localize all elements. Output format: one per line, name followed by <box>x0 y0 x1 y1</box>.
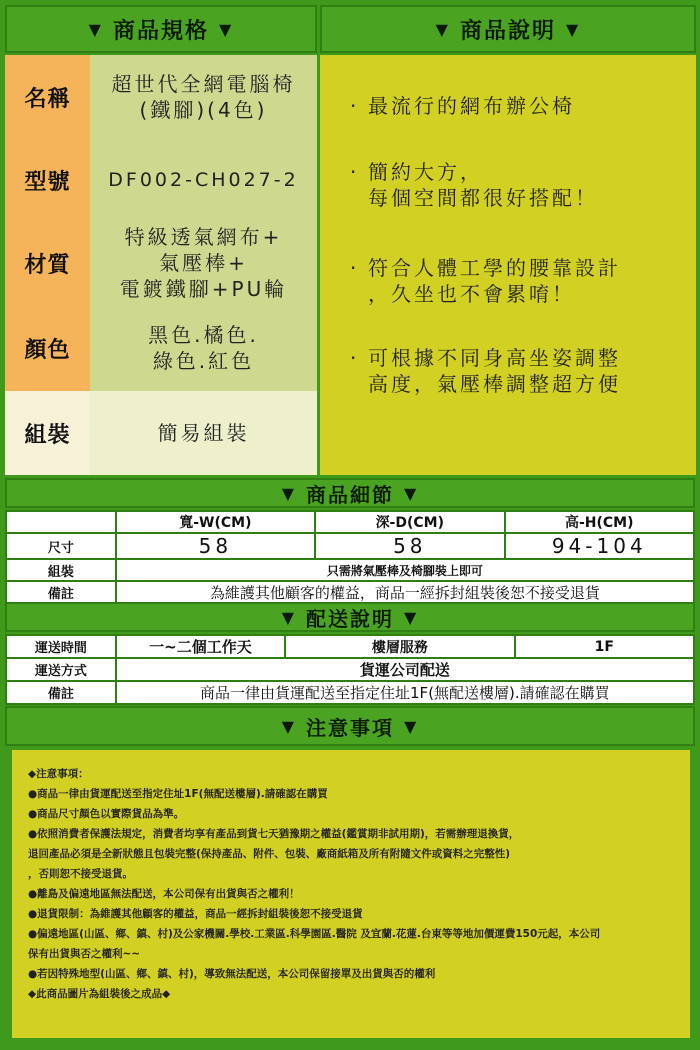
floor-service-label: 樓層服務 <box>285 635 514 658</box>
spec-line: 黑色.橘色. <box>148 323 259 347</box>
bullet-icon: · <box>350 346 360 370</box>
desc-header-title: 商品說明 <box>459 18 556 44</box>
triangle-down-icon: ▼ <box>281 607 296 627</box>
spec-line: 綠色.紅色 <box>152 349 255 373</box>
ship-remark-value: 商品一律由貨運配送至指定住址1F(無配送樓層).請確認在購買 <box>116 681 694 704</box>
spec-value <box>90 221 317 305</box>
table-row <box>6 533 694 559</box>
spec-line: DF002-CH027-2 <box>108 169 299 191</box>
spec-line: 簡易組裝 <box>157 421 250 445</box>
spec-label: 顏色 <box>5 305 90 391</box>
triangle-down-icon: ▼ <box>88 19 103 39</box>
shipping-header <box>5 602 695 632</box>
bullet-icon: · <box>350 256 360 280</box>
notice-line: ●商品尺寸顏色以實際貨品為準。 <box>28 808 185 820</box>
desc-line: 高度，氣壓棒調整超方便 <box>368 372 621 396</box>
spec-line: 氣壓棒+ <box>159 251 248 275</box>
floor-service-value: 1F <box>515 635 695 658</box>
detail-table <box>5 510 695 605</box>
spec-row-assembly <box>5 391 317 475</box>
triangle-down-icon: ▼ <box>404 607 419 627</box>
ship-method-label: 運送方式 <box>6 658 116 681</box>
triangle-down-icon: ▼ <box>566 19 581 39</box>
notice-line: ●偏遠地區(山區、鄉、鎮、村)及公家機關.學校.工業區.科學園區.醫院 及宜蘭.花蓮.台東等等地加價運費150元起，本公司 <box>28 928 601 940</box>
notice-line: ●退貨限制：為維護其他顧客的權益，商品一經拆封組裝後恕不接受退貨 <box>28 908 363 920</box>
desc-line: 最流行的網布辦公椅 <box>368 94 575 118</box>
notice-line: ，否則恕不接受退貨。 <box>28 868 133 880</box>
desc-line: ，久坐也不會累唷！ <box>368 282 575 306</box>
notice-panel <box>12 750 690 1038</box>
detail-header-title: 商品細節 <box>306 482 394 507</box>
triangle-down-icon: ▼ <box>404 716 419 736</box>
desc-line: 可根據不同身高坐姿調整 <box>368 346 621 370</box>
ship-time-value: 一~二個工作天 <box>116 635 286 658</box>
spec-row-model <box>5 139 317 221</box>
remark-label: 備註 <box>6 581 116 604</box>
spec-table <box>5 55 317 475</box>
ship-time-label: 運送時間 <box>6 635 116 658</box>
ship-remark-label: 備註 <box>6 681 116 704</box>
spec-line: 電鍍鐵腳+PU輪 <box>119 277 288 301</box>
spec-value <box>90 391 317 475</box>
table-row <box>6 511 694 533</box>
bullet-icon: · <box>350 94 360 118</box>
notice-line: 退回產品必須是全新狀態且包裝完整(保持產品、附件、包裝、廠商紙箱及所有附隨文件或資料之完整性) <box>28 848 511 860</box>
depth-value: 58 <box>315 533 504 559</box>
notice-line: ●依照消費者保護法規定，消費者均享有產品到貨七天猶豫期之權益(鑑賞期非試用期)，若需辦理退換貨， <box>28 828 520 840</box>
description-panel <box>320 55 696 475</box>
size-label: 尺寸 <box>6 533 116 559</box>
detail-header <box>5 478 695 508</box>
spec-row-material <box>5 221 317 305</box>
notice-line: ●離島及偏遠地區無法配送，本公司保有出貨與否之權利！ <box>28 888 300 900</box>
table-row <box>6 635 694 658</box>
triangle-down-icon: ▼ <box>404 483 419 503</box>
remark-value: 為維護其他顧客的權益，商品一經拆封組裝後恕不接受退貨 <box>116 581 694 604</box>
ship-method-value: 貨運公司配送 <box>116 658 694 681</box>
col-width-header: 寬-W(CM) <box>116 511 315 533</box>
spec-label: 材質 <box>5 221 90 305</box>
desc-item <box>350 345 690 397</box>
notice-line: ●商品一律由貨運配送至指定住址1F(無配送樓層).請確認在購買 <box>28 788 328 800</box>
table-row <box>6 581 694 604</box>
desc-item <box>350 159 690 211</box>
notice-line: ●若因特殊地型(山區、鄉、鎮、村)，導致無法配送，本公司保留接單及出貨與否的權利 <box>28 968 436 980</box>
desc-line: 簡約大方， <box>368 160 483 184</box>
desc-header <box>320 5 696 53</box>
spec-value <box>90 305 317 391</box>
assembly-value: 只需將氣壓棒及椅腳裝上即可 <box>116 559 694 581</box>
table-row <box>6 681 694 704</box>
shipping-header-title: 配送說明 <box>306 606 394 631</box>
triangle-down-icon: ▼ <box>281 483 296 503</box>
triangle-down-icon: ▼ <box>281 716 296 736</box>
spec-label: 組裝 <box>5 391 90 475</box>
col-depth-header: 深-D(CM) <box>315 511 504 533</box>
spec-row-name <box>5 55 317 139</box>
bullet-icon: · <box>350 160 360 184</box>
spec-value <box>90 139 317 221</box>
spec-line: (鐵腳)(4色) <box>139 98 268 122</box>
col-height-header: 高-H(CM) <box>505 511 694 533</box>
notice-header-title: 注意事項 <box>306 715 394 740</box>
assembly-label: 組裝 <box>6 559 116 581</box>
spec-line: 超世代全網電腦椅 <box>111 72 296 96</box>
spec-value <box>90 55 317 139</box>
triangle-down-icon: ▼ <box>219 19 234 39</box>
notice-line: 保有出貨與否之權利~~ <box>28 948 141 960</box>
spec-label: 型號 <box>5 139 90 221</box>
table-row <box>6 559 694 581</box>
spec-label: 名稱 <box>5 55 90 139</box>
notice-line: ◆注意事項： <box>28 768 89 780</box>
shipping-table <box>5 634 695 705</box>
height-value: 94-104 <box>505 533 694 559</box>
desc-item <box>350 93 690 119</box>
triangle-down-icon: ▼ <box>435 19 450 39</box>
spec-header-title: 商品規格 <box>112 18 209 44</box>
desc-item <box>350 255 690 307</box>
desc-line: 符合人體工學的腰靠設計 <box>368 256 621 280</box>
spec-line: 特級透氣網布+ <box>124 225 283 249</box>
notice-header <box>5 706 695 746</box>
spec-row-color <box>5 305 317 391</box>
width-value: 58 <box>116 533 315 559</box>
notice-line: ◆此商品圖片為組裝後之成品◆ <box>28 988 171 1000</box>
spec-header <box>5 5 317 53</box>
empty-cell <box>6 511 116 533</box>
table-row <box>6 658 694 681</box>
desc-line: 每個空間都很好搭配！ <box>368 186 598 210</box>
